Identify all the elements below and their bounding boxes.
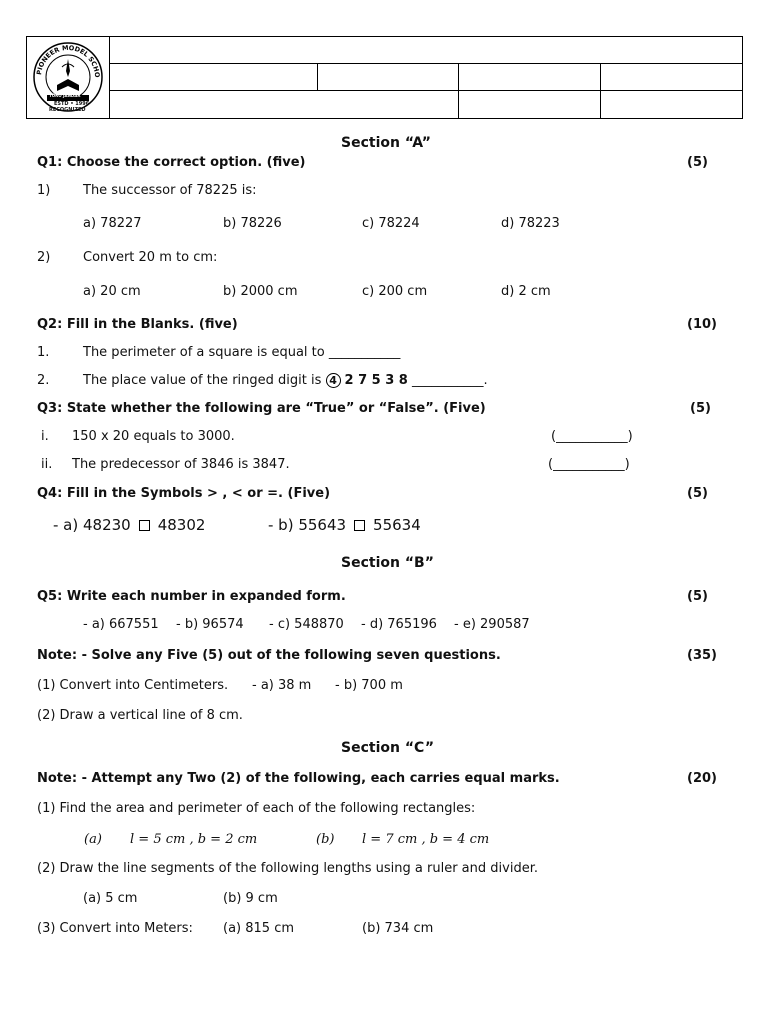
q4-item-b-left: - b) 55643 [268,516,347,534]
section-c-q1-text: (1) Find the area and perimeter of each of the following rectangles: [37,801,476,816]
table-divider-v1 [317,63,318,90]
q4-item-b-right: 55634 [373,516,421,534]
q3-item1-answer: (___________) [551,429,633,444]
section-b-note: Note: - Solve any Five (5) out of the following seven questions. [37,648,501,663]
q3-item1-text: 150 x 20 equals to 3000. [72,429,235,444]
q1-item1-option-d: d) 78223 [501,216,560,231]
section-b-item1-b: - b) 700 m [335,678,403,693]
q1-item2-option-c: c) 200 cm [362,284,428,299]
section-a-title: Section “A” [341,135,431,151]
q2-item2-num: 2. [37,373,50,388]
section-c-title: Section “C” [341,740,435,756]
q4-item-b [268,516,421,534]
q2-item1-num: 1. [37,345,50,360]
ringed-digit: 4 [326,373,341,388]
q1-item2-option-d: d) 2 cm [501,284,551,299]
q3-item2-answer: (___________) [548,457,630,472]
table-divider-v3 [600,63,601,118]
q2-item2-text: The place value of the ringed digit is [83,373,322,388]
q4-label: Q4: Fill in the Symbols > , < or =. (Five) [37,486,331,501]
section-c-q2-b: (b) 9 cm [223,891,278,906]
q4-item-a-left: - a) 48230 [53,516,131,534]
q1-item2-option-b: b) 2000 cm [223,284,298,299]
q1-item1-text: The successor of 78225 is: [83,183,257,198]
empty-box-icon [139,520,150,531]
q4-item-a-right: 48302 [157,516,206,534]
q1-item2-num: 2) [37,250,51,265]
q5-item-b: - b) 96574 [176,617,244,632]
section-c-q3-text: (3) Convert into Meters: [37,921,193,936]
q2-item2-row [83,373,488,388]
table-divider-v2 [458,63,459,118]
logo-established: ESTD • 1996 [54,101,90,107]
q1-label: Q1: Choose the correct option. (five) [37,155,306,170]
q5-item-d: - d) 765196 [361,617,437,632]
section-b-title: Section “B” [341,555,434,571]
q1-marks: (5) [687,155,708,170]
q1-item1-option-b: b) 78226 [223,216,282,231]
q1-item1-num: 1) [37,183,51,198]
section-c-q2-a: (a) 5 cm [83,891,138,906]
section-c-q1-a-dims: l = 5 cm , b = 2 cm [130,832,258,847]
section-b-item1-text: (1) Convert into Centimeters. [37,678,229,693]
svg-text:PIONEER MODEL SCHOOL & COLLEGE: PIONEER MODEL SCHO [35,43,102,78]
q1-item1-option-c: c) 78224 [362,216,420,231]
q2-label: Q2: Fill in the Blanks. (five) [37,317,238,332]
q1-item1-option-a: a) 78227 [83,216,142,231]
q5-item-e: - e) 290587 [454,617,530,632]
section-c-q3-b: (b) 734 cm [362,921,434,936]
q2-item1-text: The perimeter of a square is equal to ___________ [83,345,401,360]
q3-item1-num: i. [41,429,49,444]
school-logo-cell [27,37,110,118]
q3-item2-text: The predecessor of 3846 is 3847. [72,457,290,472]
q2-item2-blank: ___________. [412,373,488,388]
empty-box-icon [354,520,365,531]
q5-item-c: - c) 548870 [269,617,344,632]
q4-item-a [53,516,205,534]
table-divider-h2 [110,90,743,91]
q3-label: Q3: State whether the following are “True” or “False”. (Five) [37,401,486,416]
logo-city: TORO JANDAR [49,93,81,98]
section-c-q3-a: (a) 815 cm [223,921,294,936]
q5-label: Q5: Write each number in expanded form. [37,589,346,604]
q3-item2-num: ii. [41,457,53,472]
q4-marks: (5) [687,486,708,501]
section-b-note-marks: (35) [687,648,717,663]
q3-marks: (5) [690,401,711,416]
section-c-note: Note: - Attempt any Two (2) of the following, each carries equal marks. [37,771,560,786]
q5-item-a: - a) 667551 [83,617,159,632]
section-b-item1-a: - a) 38 m [252,678,312,693]
header-table [26,36,743,119]
section-b-item2-text: (2) Draw a vertical line of 8 cm. [37,708,243,723]
section-c-note-marks: (20) [687,771,717,786]
q1-item2-option-a: a) 20 cm [83,284,141,299]
q5-marks: (5) [687,589,708,604]
section-c-q2-text: (2) Draw the line segments of the following lengths using a ruler and divider. [37,861,538,876]
section-c-q1-a-label: (a) [84,832,102,847]
logo-recognized: RECOGNIZED [49,107,86,113]
table-divider-h1 [110,63,743,64]
q1-item2-text: Convert 20 m to cm: [83,250,218,265]
section-c-q1-b-label: (b) [316,832,335,847]
section-c-q1-b-dims: l = 7 cm , b = 4 cm [362,832,490,847]
q2-marks: (10) [687,317,717,332]
q2-item2-digits: 2 7 5 3 8 [344,373,408,388]
